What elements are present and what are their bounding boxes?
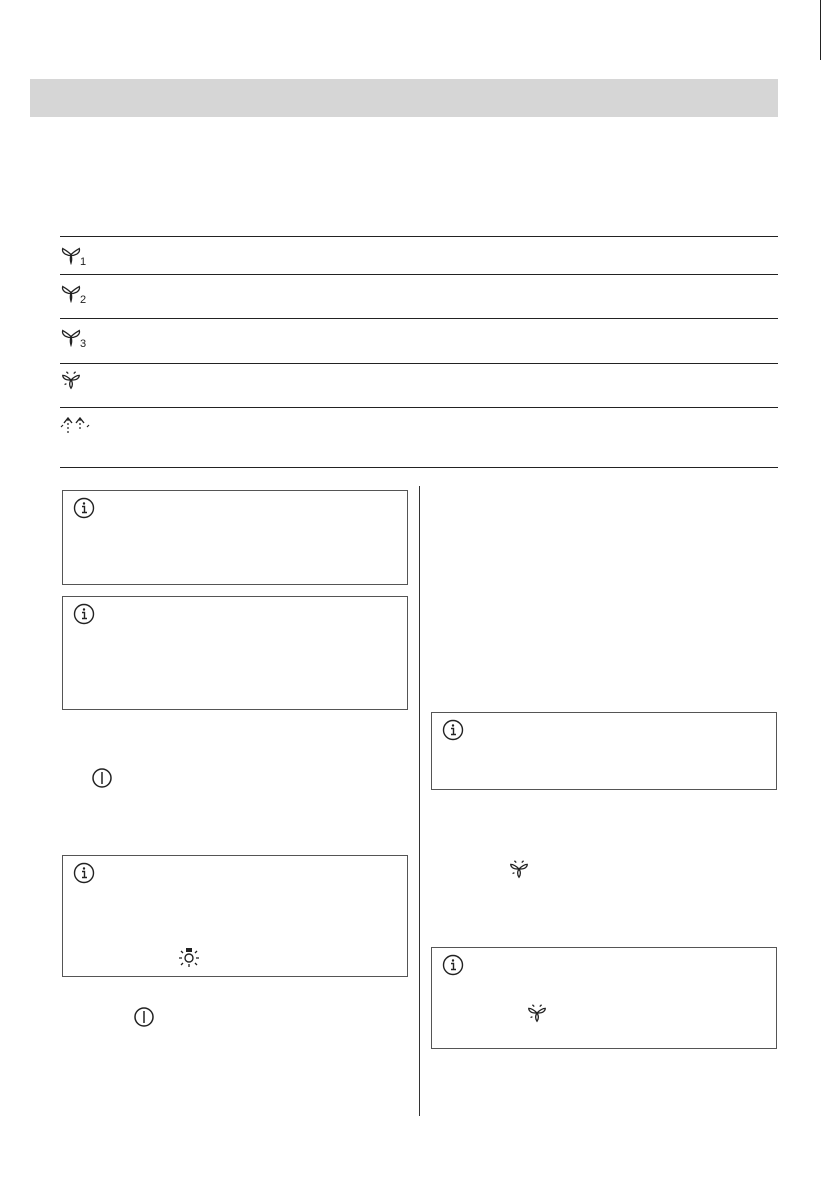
info-note: [431, 947, 777, 1049]
table-rule: [60, 236, 778, 237]
info-icon: [73, 862, 95, 884]
fan-boost-icon: [526, 1002, 550, 1026]
info-note: [62, 490, 408, 585]
svg-text:2: 2: [80, 294, 87, 305]
info-icon: [73, 497, 95, 519]
fan-speed-1-icon: [60, 243, 96, 273]
fan-speed-3-icon: [60, 325, 96, 355]
table-rule: [60, 467, 778, 468]
fan-speed-2-icon: [60, 281, 96, 311]
info-icon: [442, 954, 464, 976]
info-note: [62, 855, 408, 977]
info-note: [431, 712, 777, 790]
power-icon: [91, 767, 113, 789]
info-icon: [442, 719, 464, 741]
fan-boost-icon: [508, 858, 532, 882]
light-bulb-icon: [177, 946, 201, 970]
table-rule: [60, 363, 778, 364]
column-divider: [419, 486, 420, 1116]
power-icon: [133, 1006, 155, 1028]
table-rule: [60, 318, 778, 319]
svg-text:1: 1: [80, 256, 87, 267]
fan-boost-icon: [60, 369, 96, 399]
svg-text:3: 3: [80, 338, 87, 349]
info-icon: [73, 603, 95, 625]
table-rule: [60, 407, 778, 408]
table-rule: [60, 274, 778, 275]
page-edge-rule: [820, 0, 821, 60]
info-note: [62, 596, 408, 710]
hob2hood-icon: [60, 413, 96, 443]
section-header-bar: [30, 79, 778, 117]
